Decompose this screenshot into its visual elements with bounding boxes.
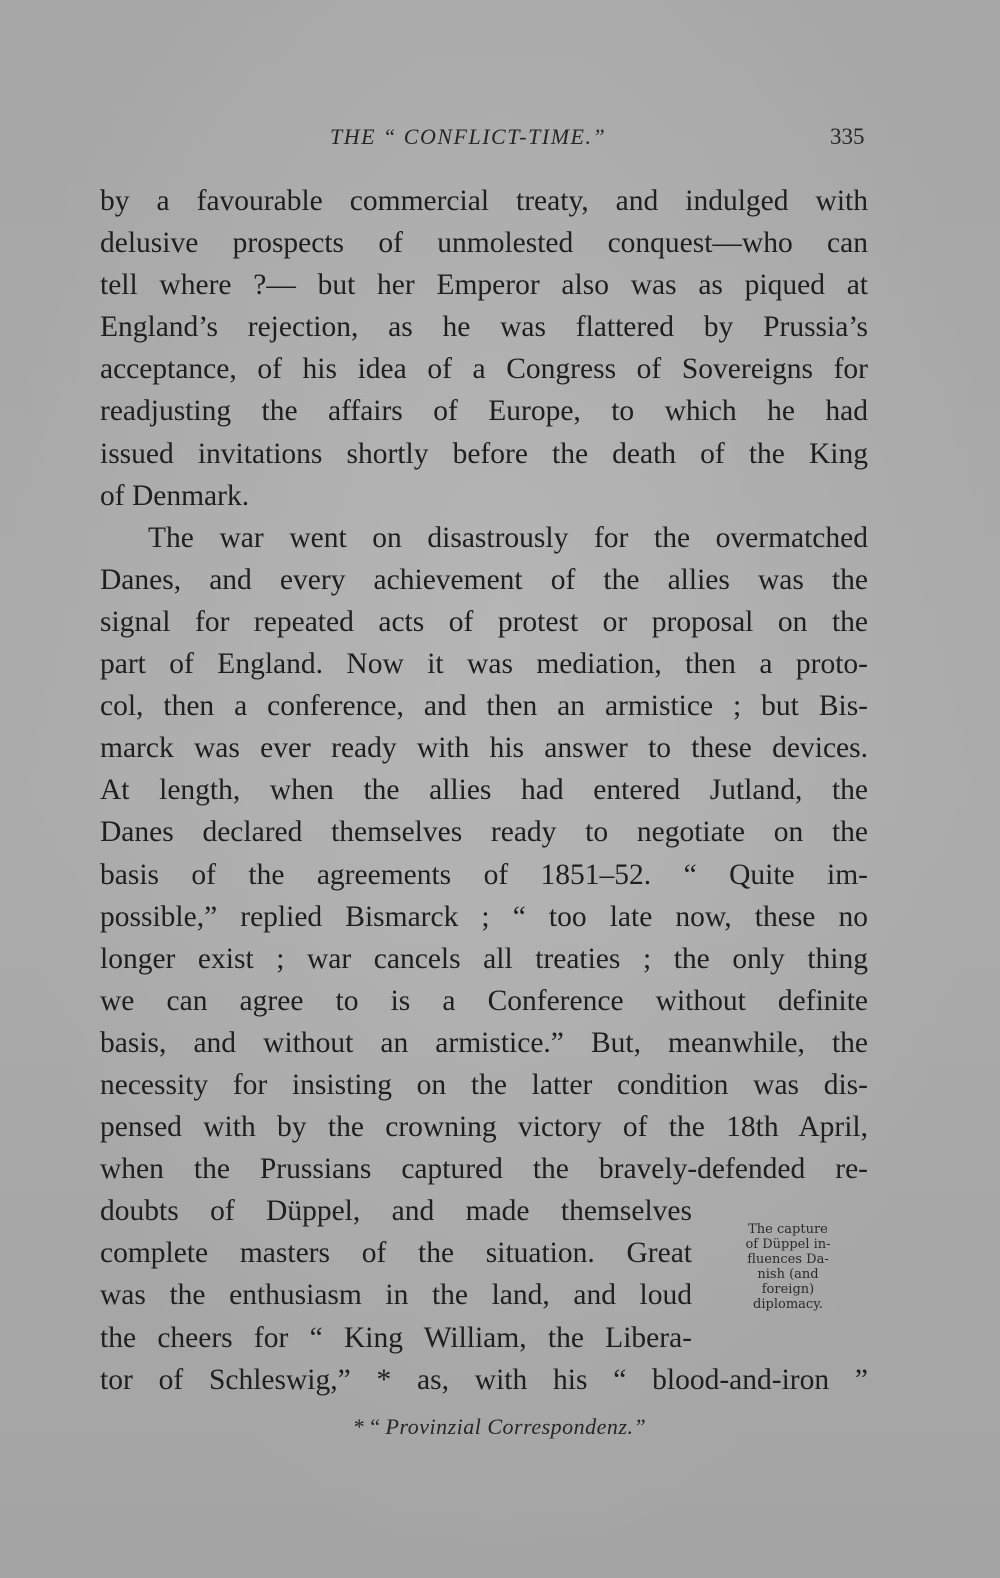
text-line: delusive prospects of unmolested conquest—who can — [100, 227, 868, 260]
paragraph-start-line: The war went on disastrously for the overmatched — [148, 521, 868, 554]
margin-note-line: The capture — [748, 1222, 828, 1237]
text-line: marck was ever ready with his answer to these devices. — [100, 732, 868, 765]
text-line: basis of the agreements of 1851–52. “ Quite im- — [100, 858, 868, 891]
text-line: longer exist ; war cancels all treaties ; the only thing — [100, 942, 868, 975]
text-line: of Denmark. — [100, 479, 250, 512]
text-line: acceptance, of his idea of a Congress of Sovereigns for — [100, 353, 868, 386]
page-header — [0, 118, 1000, 158]
running-title: THE “ CONFLICT-TIME.” — [330, 124, 607, 149]
text-line: tell where ?— but her Emperor also was as piqued at — [100, 269, 868, 302]
page-number: 335 — [830, 124, 865, 149]
text-line: when the Prussians captured the bravely-defended re- — [100, 1153, 868, 1186]
text-line-narrow: complete masters of the situation. Great — [100, 1237, 692, 1270]
margin-note-line: of Düppel in- — [745, 1237, 831, 1252]
footnote — [0, 1414, 1000, 1440]
text-line-narrow: was the enthusiasm in the land, and loud — [100, 1279, 692, 1312]
text-line: pensed with by the crowning victory of the 18th April, — [100, 1111, 868, 1144]
text-line-narrow: doubts of Düppel, and made themselves — [100, 1195, 692, 1228]
text-line: At length, when the allies had entered Jutland, the — [100, 774, 868, 807]
text-line: signal for repeated acts of protest or proposal on the — [100, 605, 868, 638]
text-line: necessity for insisting on the latter condition was dis- — [100, 1068, 868, 1101]
margin-note-line: fluences Da- — [747, 1252, 829, 1267]
text-line-narrow: the cheers for “ King William, the Libera- — [100, 1321, 692, 1354]
footnote-text: Provinzial Correspondenz.” — [385, 1414, 647, 1439]
text-line: tor of Schleswig,” * as, with his “ blood-and-iron ” — [100, 1363, 868, 1396]
text-line: by a favourable commercial treaty, and indulged with — [100, 185, 868, 217]
text-line: part of England. Now it was mediation, then a proto- — [100, 648, 868, 681]
text-line: basis, and without an armistice.” But, meanwhile, the — [100, 1026, 868, 1059]
margin-note — [718, 1222, 858, 1312]
footnote-marker: * “ — [353, 1414, 381, 1439]
margin-note-line: foreign) — [761, 1282, 815, 1297]
text-line: we can agree to is a Conference without definite — [100, 984, 868, 1017]
text-line: Danes declared themselves ready to negotiate on the — [100, 816, 868, 849]
text-line: readjusting the affairs of Europe, to which he had — [100, 395, 868, 428]
margin-note-line: diplomacy. — [753, 1297, 823, 1312]
text-line: England’s rejection, as he was flattered by Prussia’s — [100, 311, 868, 344]
text-line: possible,” replied Bismarck ; “ too late now, these no — [100, 900, 868, 933]
text-line: col, then a conference, and then an armistice ; but Bis- — [100, 690, 868, 723]
margin-note-line: nish (and — [757, 1267, 819, 1282]
text-line: Danes, and every achievement of the allies was the — [100, 563, 868, 596]
body-text — [100, 180, 868, 1401]
text-line: issued invitations shortly before the death of the King — [100, 437, 868, 470]
